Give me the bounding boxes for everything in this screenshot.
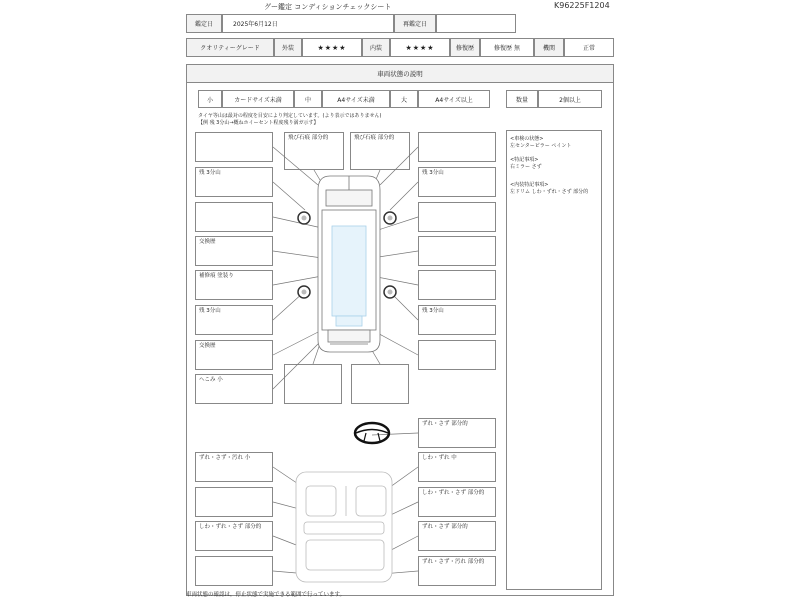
count-label: 数量 [506, 90, 538, 108]
size-medium-desc: A4サイズ未満 [322, 90, 390, 108]
interior-right-box: しわ・ずれ 中 [418, 452, 496, 482]
remarks-line: 左ドリム しわ・ずれ・さず 部分的 [510, 189, 589, 195]
top-damage-box: 飛び石痕 部分的 [350, 132, 410, 170]
repair-history-value: 修復歴 無 [480, 38, 534, 57]
count-value: 2個以上 [538, 90, 602, 108]
size-large-desc: A4サイズ以上 [418, 90, 490, 108]
size-small: 小 [198, 90, 222, 108]
car-top-view [318, 176, 380, 352]
remarks-line: <特記事項> [510, 157, 539, 163]
mechanism-value: 正常 [564, 38, 614, 57]
left-damage-box: 交換歴 [195, 236, 273, 266]
size-large: 大 [390, 90, 418, 108]
remarks-line: 右ミラー さず [510, 164, 542, 170]
interior-right-box: しわ・ずれ・さず 部分的 [418, 487, 496, 517]
interior-label: 内装 [362, 38, 390, 57]
interior-right-box: ずれ・さず・汚れ 部分的 [418, 556, 496, 586]
left-damage-box: へこみ 小 [195, 374, 273, 404]
remarks-line: <内装特記事項> [510, 182, 549, 188]
section-title: 車両状態の説明 [186, 64, 614, 83]
remarks-line: 左センターピラー ペイント [510, 143, 572, 149]
exterior-label: 外装 [274, 38, 302, 57]
interior-right-box: ずれ・さず 部分的 [418, 418, 496, 448]
interior-right-box: ずれ・さず 部分的 [418, 521, 496, 551]
exterior-rating: ★★★★ [302, 38, 362, 57]
interior-rating: ★★★★ [390, 38, 450, 57]
sheet-title: グー鑑定 コンディションチェックシート [264, 3, 392, 11]
mechanism-label: 機関 [534, 38, 564, 57]
interior-left-box: ずれ・さず・汚れ 小 [195, 452, 273, 482]
right-damage-box: 残 3分山 [418, 305, 496, 335]
quality-grade-label: クオリティーグレード [186, 38, 274, 57]
tire-note: タイヤ等山は最対の程度を目安により判定しています。(より表示ではありません) [198, 113, 382, 119]
tire-note-example: 【例 残 3分山→概ねホイーセント程度残り満ガ示す】 [198, 120, 319, 126]
size-small-desc: カードサイズ未満 [222, 90, 294, 108]
remarks-line: <車検の状態> [510, 136, 544, 142]
size-medium: 中 [294, 90, 322, 108]
top-damage-box: 飛び石痕 部分的 [284, 132, 344, 170]
right-damage-box: 残 3分山 [418, 167, 496, 197]
repair-history-label: 修復歴 [450, 38, 480, 57]
left-damage-box: 残 3分山 [195, 167, 273, 197]
appraisal-date-value: 2025年6月12日 [222, 14, 394, 33]
left-damage-box: 補修痕 塗装り [195, 270, 273, 300]
car-interior-view [296, 472, 392, 582]
reappraisal-date-label: 再鑑定日 [394, 14, 436, 33]
left-damage-box: 残 3分山 [195, 305, 273, 335]
left-damage-box: 交換歴 [195, 340, 273, 370]
footer-note: 車両状態の確認は，停止状態で実施できる範囲で行っています。 [186, 592, 346, 598]
document-id: K96225F1204 [554, 1, 610, 10]
steering-wheel-icon [355, 423, 389, 443]
appraisal-date-label: 鑑定日 [186, 14, 222, 33]
interior-left-box: しわ・ずれ・さず 部分的 [195, 521, 273, 551]
